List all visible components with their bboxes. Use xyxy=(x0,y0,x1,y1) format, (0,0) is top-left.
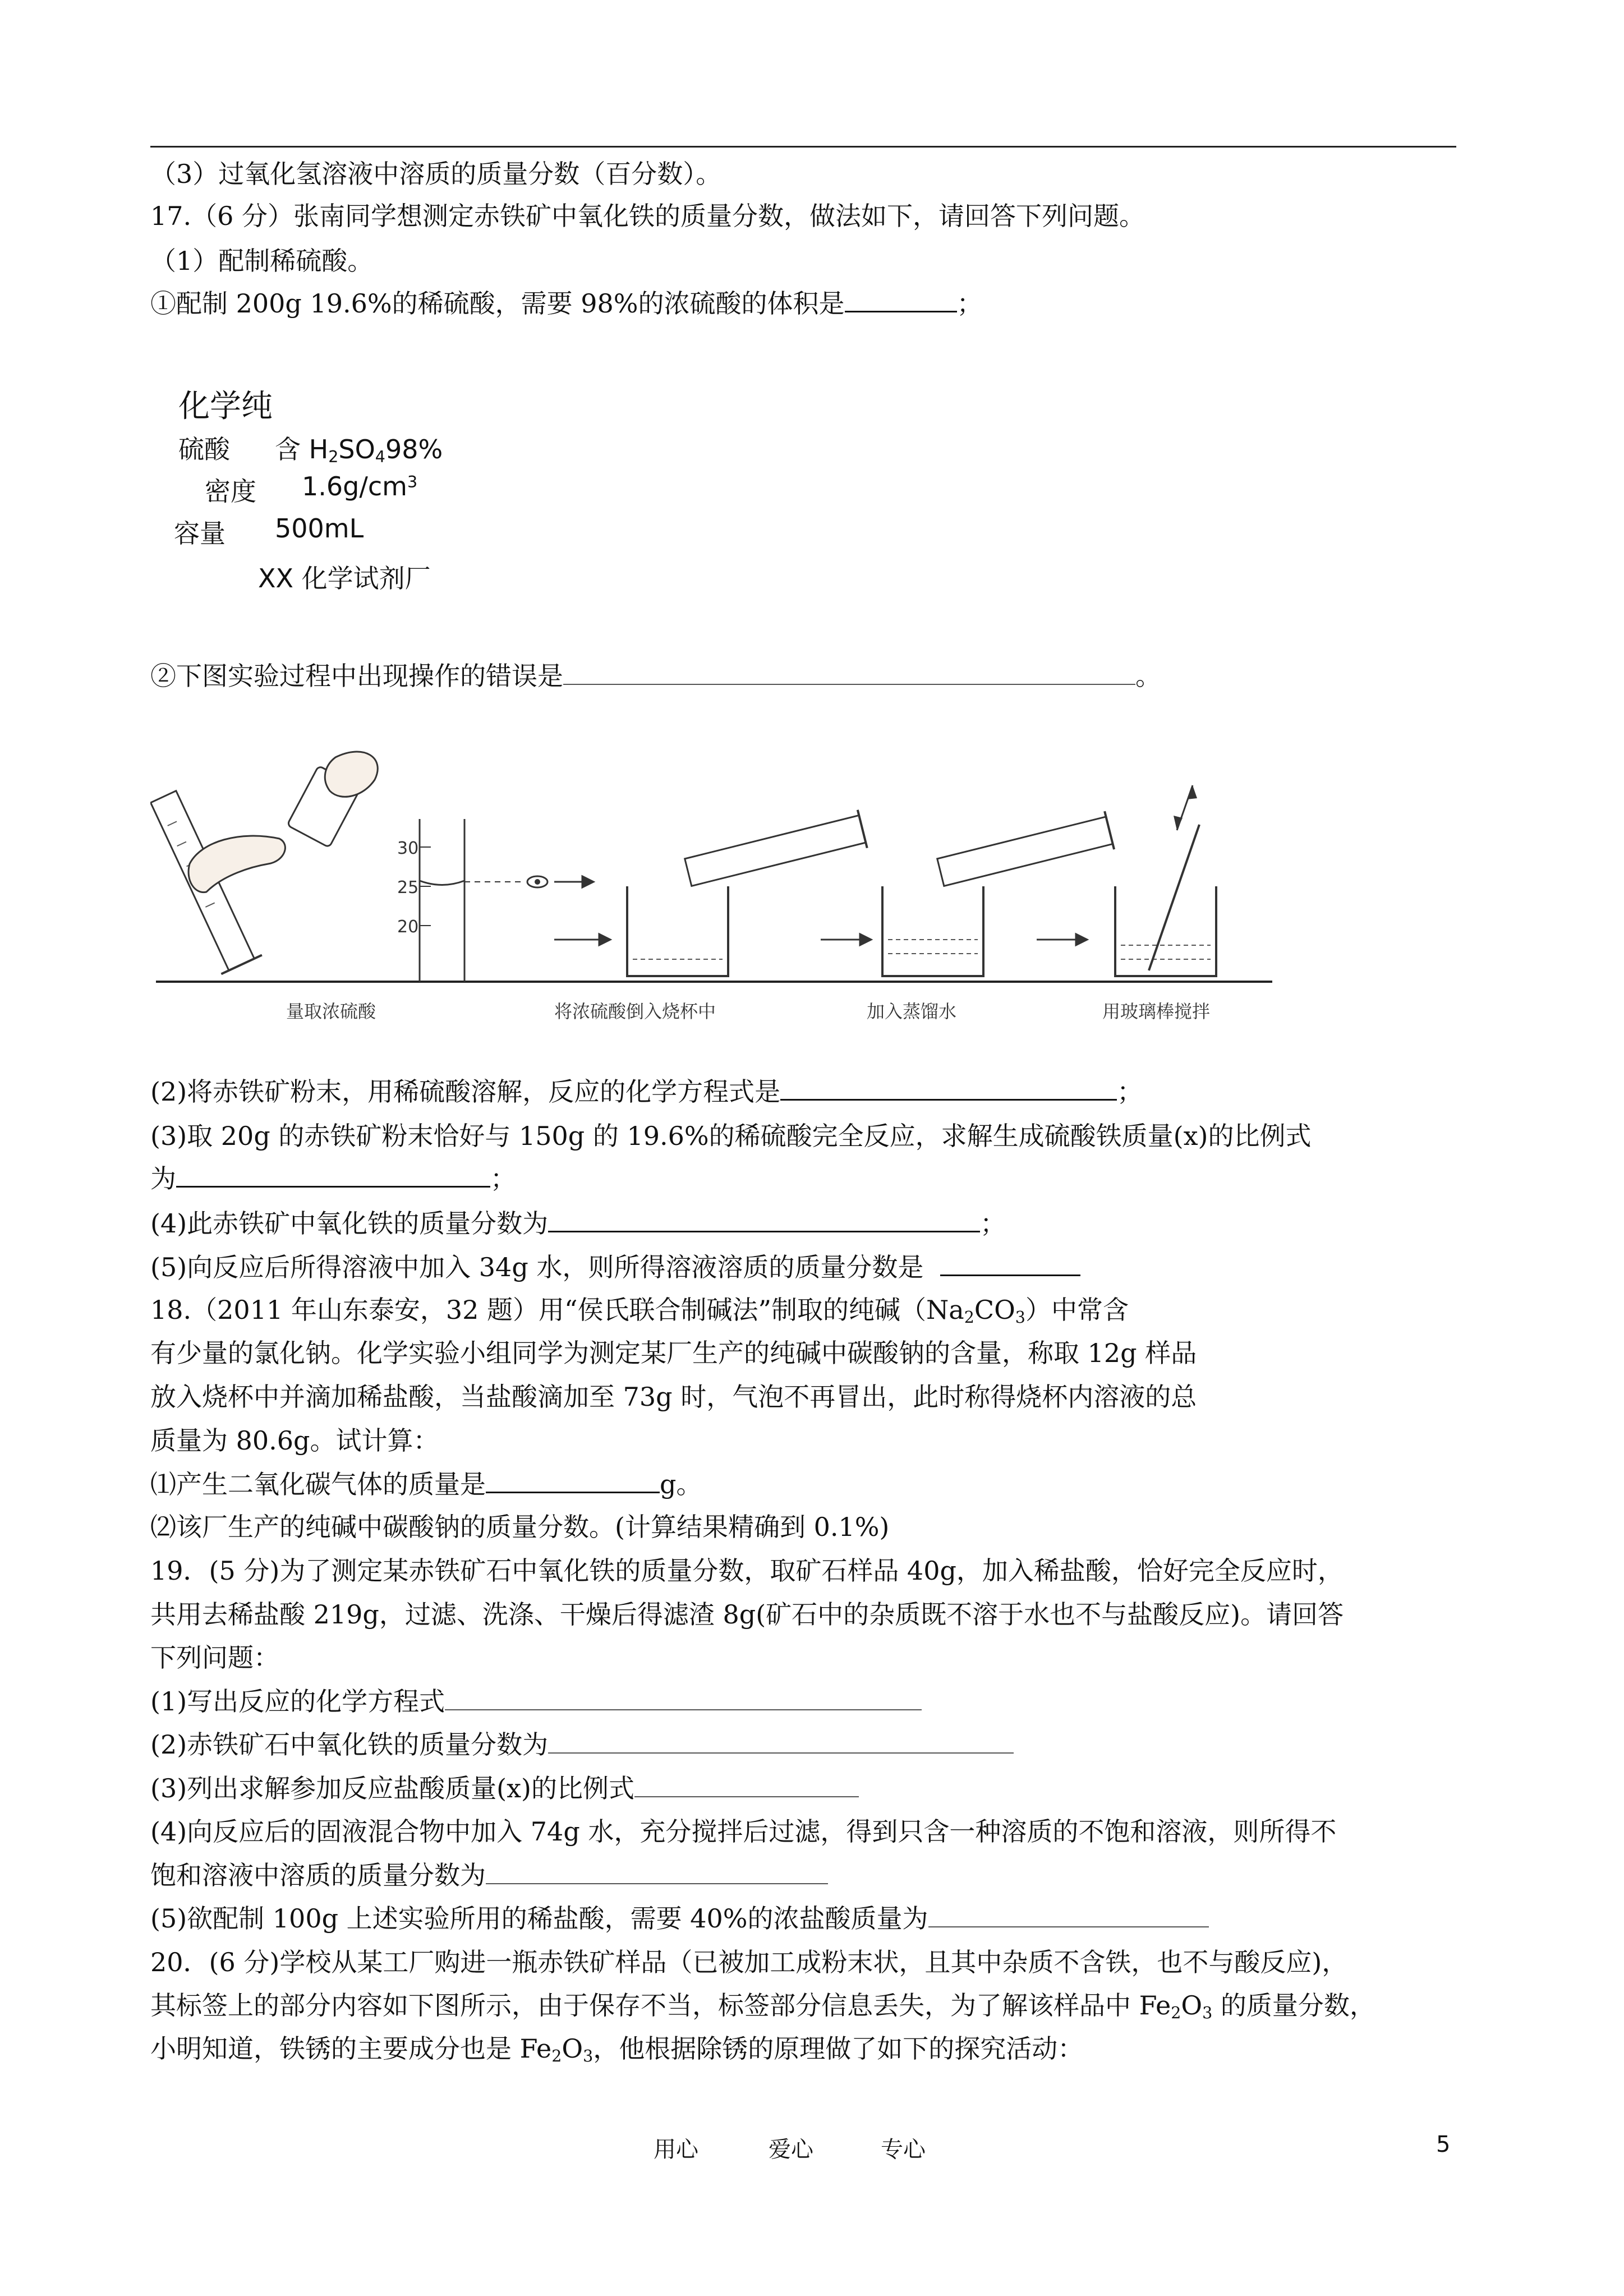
question-17-part-5: (5)向反应后所得溶液中加入 34g 水，则所得溶液溶质的质量分数是 xyxy=(150,1250,1080,1284)
answer-blank[interactable] xyxy=(940,1250,1080,1276)
question-19-text: 下列问题： xyxy=(150,1642,279,1673)
experiment-figure xyxy=(150,746,1272,1038)
question-19-heading: 19．(5 分)为了测定某赤铁矿石中氧化铁的质量分数，取矿石样品 40g，加入稀盐酸，恰好完全反应时， xyxy=(150,1556,1344,1586)
answer-blank[interactable] xyxy=(548,1728,1014,1754)
question-20-heading: 20．(6 分)学校从某工厂购进一瓶赤铁矿样品（已被加工成粉末状，且其中杂质不含铁，也不与酸反应)， xyxy=(150,1947,1348,1977)
answer-blank[interactable] xyxy=(176,1161,490,1188)
step-measure-illustration xyxy=(150,751,378,974)
answer-blank[interactable] xyxy=(780,1074,1117,1101)
question-18-text: 放入烧杯中并滴加稀盐酸，当盐酸滴加至 73g 时，气泡不再冒出，此时称得烧杯内溶液的总 xyxy=(150,1382,1197,1412)
question-16-part-3: （3）过氧化氢溶液中溶质的质量分数（百分数）。 xyxy=(150,159,722,189)
beaker-pour-acid xyxy=(627,810,867,976)
page-number: 5 xyxy=(1436,2132,1451,2157)
label-name: 硫酸 xyxy=(178,434,230,464)
question-17-part-3: (3)取 20g 的赤铁矿粉末恰好与 150g 的 19.6%的稀硫酸完全反应，求解生成硫酸铁质量(x)的比例式 xyxy=(150,1121,1312,1151)
question-17-item-1: ①配制 200g 19.6%的稀硫酸，需要 98%的浓硫酸的体积是 ； xyxy=(150,286,983,320)
figure-caption: 量取浓硫酸 xyxy=(286,1001,376,1022)
question-18-text: 有少量的氯化钠。化学实验小组同学为测定某厂生产的纯碱中碳酸钠的含量，称取 12g 样品 xyxy=(150,1338,1197,1368)
label-volume-value: 500mL xyxy=(275,513,364,544)
figure-caption: 用玻璃棒搅拌 xyxy=(1102,1001,1211,1022)
question-18-heading: 18.（2011 年山东泰安，32 题）用“侯氏联合制碱法”制取的纯碱$(Na_2CO_3)$中常含 xyxy=(150,1295,1129,1327)
answer-blank[interactable] xyxy=(928,1902,1209,1927)
question-17-part-2: (2)将赤铁矿粉末，用稀硫酸溶解，反应的化学方程式是 ； xyxy=(150,1074,1143,1108)
question-19-part-1: (1)写出反应的化学方程式 xyxy=(150,1685,922,1718)
label-density-key: 密度 xyxy=(205,476,256,507)
beaker-add-water xyxy=(882,811,1114,976)
question-20-text: 小明知道，铁锈的主要成分也是 $Fe_2O_3$，他根据除锈的原理做了如下的探究活动： xyxy=(150,2033,1084,2066)
answer-blank[interactable] xyxy=(486,1858,828,1884)
figure-caption: 加入蒸馏水 xyxy=(867,1001,957,1022)
question-17-part-3-cont: 为 ； xyxy=(150,1161,516,1195)
scale-tick-label: 20 xyxy=(397,917,419,937)
label-title: 化学纯 xyxy=(178,388,273,425)
figure-caption: 将浓硫酸倒入烧杯中 xyxy=(554,1001,716,1022)
question-18-part-2: ⑵该厂生产的纯碱中碳酸钠的质量分数。(计算结果精确到 0.1%) xyxy=(150,1512,890,1542)
answer-blank[interactable] xyxy=(548,1206,980,1232)
footer-text: 用心 xyxy=(654,2137,698,2162)
footer-text: 爱心 xyxy=(769,2137,813,2162)
question-19-part-5: (5)欲配制 100g 上述实验所用的稀盐酸，需要 40%的浓盐酸质量为 xyxy=(150,1902,1209,1935)
question-19-text: 共用去稀盐酸 219g，过滤、洗涤、干燥后得滤渣 8g(矿石中的杂质既不溶于水也不与盐酸反应)。请回答 xyxy=(150,1599,1344,1630)
label-maker: XX 化学试剂厂 xyxy=(258,563,431,593)
question-19-part-3: (3)列出求解参加反应盐酸质量(x)的比例式 xyxy=(150,1772,859,1805)
scale-tick-label: 30 xyxy=(397,839,419,858)
header-rule xyxy=(150,146,1456,148)
question-18-part-1: ⑴产生二氧化碳气体的质量是 g。 xyxy=(150,1467,702,1501)
label-content: 含 $H_2SO_498\%$ xyxy=(275,434,443,467)
answer-blank[interactable] xyxy=(445,1685,922,1710)
answer-blank[interactable] xyxy=(486,1467,660,1493)
question-20-text: 其标签上的部分内容如下图所示，由于保存不当，标签部分信息丢失，为了解该样品中 $Fe_2O_3$ 的质量分数， xyxy=(150,1990,1375,2023)
footer-text: 专心 xyxy=(881,2137,926,2162)
answer-blank[interactable] xyxy=(634,1772,859,1797)
scale-tick-label: 25 xyxy=(397,878,419,898)
question-19-part-4-cont: 饱和溶液中溶质的质量分数为 xyxy=(150,1858,828,1892)
label-density-value: $1.6g/cm^3$ xyxy=(302,471,418,501)
question-17-part-1: （1）配制稀硫酸。 xyxy=(150,246,374,276)
answer-blank[interactable] xyxy=(845,286,957,312)
label-volume-key: 容量 xyxy=(174,518,226,549)
question-17-heading: 17.（6 分）张南同学想测定赤铁矿中氧化铁的质量分数，做法如下，请回答下列问题。 xyxy=(150,201,1145,231)
question-19-part-4: (4)向反应后的固液混合物中加入 74g 水，充分搅拌后过滤，得到只含一种溶质的不饱和溶液，则所得不 xyxy=(150,1816,1337,1847)
question-18-text: 质量为 80.6g。试计算： xyxy=(150,1425,439,1456)
answer-blank[interactable] xyxy=(563,659,1135,685)
question-17-part-4: (4)此赤铁矿中氧化铁的质量分数为 ； xyxy=(150,1206,1006,1240)
question-17-item-2: ②下图实验过程中出现操作的错误是 。 xyxy=(150,659,1161,693)
beaker-stir xyxy=(1115,785,1216,976)
process-arrows xyxy=(554,876,1087,945)
cylinder-scale xyxy=(420,819,548,982)
question-19-part-2: (2)赤铁矿石中氧化铁的质量分数为 xyxy=(150,1728,1014,1761)
